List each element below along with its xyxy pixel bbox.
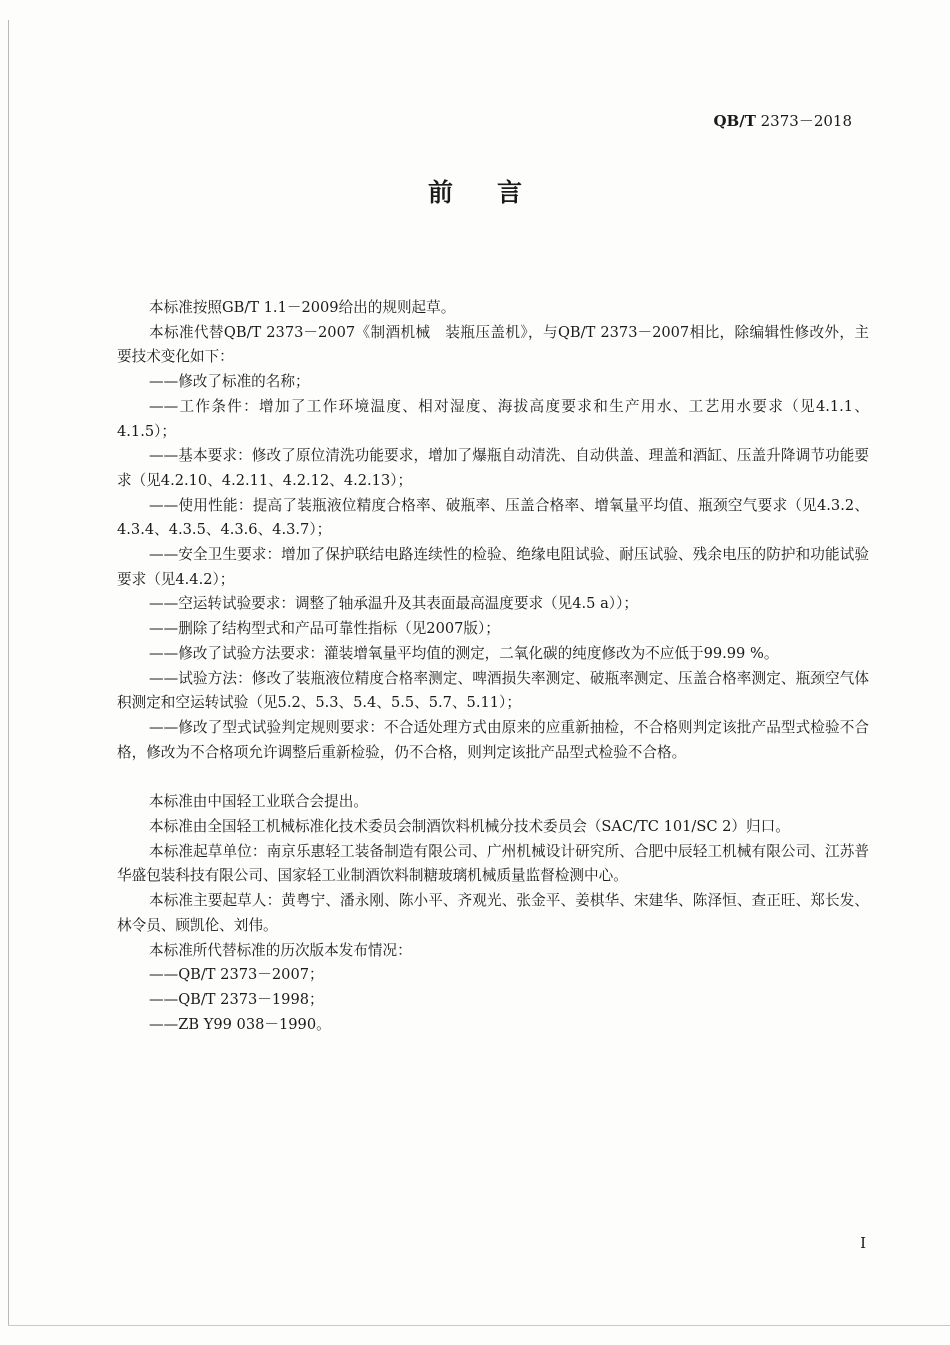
paragraph: 本标准由全国轻工机械标准化技术委员会制酒饮料机械分技术委员会（SAC/TC 101/SC 2）归口。: [149, 818, 790, 836]
foreword-body: [117, 296, 869, 1037]
standard-number: 2373－2018: [760, 112, 852, 130]
paragraph: ——试验方法：修改了装瓶液位精度合格率测定、啤酒损失率测定、破瓶率测定、压盖合格率测定、瓶颈空气体积测定和空运转试验（见5.2、5.3、5.4、5.5、5.7、5.11）；: [117, 669, 869, 712]
paragraph: ——安全卫生要求：增加了保护联结电路连续性的检验、绝缘电阻试验、耐压试验、残余电压的防护和功能试验要求（见4.4.2）；: [117, 546, 869, 588]
paragraph: 本标准按照GB/T 1.1－2009给出的规则起草。: [149, 299, 456, 316]
section-gap: [117, 765, 869, 790]
paragraph: ——删除了结构型式和产品可靠性指标（见2007版）；: [149, 620, 500, 638]
paragraph: 本标准代替QB/T 2373－2007《制酒机械 装瓶压盖机》，与QB/T 2373－2007相比，除编辑性修改外，主要技术变化如下：: [117, 323, 869, 366]
paragraph: ——空运转试验要求：调整了轴承温升及其表面最高温度要求（见4.5 a））；: [149, 595, 638, 613]
paragraph: ——修改了试验方法要求：灌装增氧量平均值的测定，二氧化碳的纯度修改为不应低于99.99 %。: [149, 644, 779, 662]
paragraph: 本标准主要起草人：黄粤宁、潘永刚、陈小平、齐观光、张金平、姜棋华、宋建华、陈泽恒、查正旺、郑长发、林令员、顾凯伦、刘伟。: [117, 892, 869, 934]
paragraph: 本标准由中国轻工业联合会提出。: [149, 793, 368, 811]
paragraph: ——修改了型式试验判定规则要求：不合适处理方式由原来的应重新抽检，不合格则判定该批产品型式检验不合格，修改为不合格项允许调整后重新检验，仍不合格，则判定该批产品型式检验不合格。: [117, 718, 869, 761]
paragraph: ——基本要求：修改了原位清洗功能要求，增加了爆瓶自动清洗、自动供盖、理盖和酒缸、压盖升降调节功能要求（见4.2.10、4.2.11、4.2.12、4.2.13）；: [117, 447, 869, 489]
paragraph: ——QB/T 2373－1998；: [149, 990, 324, 1008]
paragraph: 本标准起草单位：南京乐惠轻工装备制造有限公司、广州机械设计研究所、合肥中辰轻工机械有限公司、江苏普华盛包装科技有限公司、国家轻工业制酒饮料制糖玻璃机械质量监督检测中心。: [117, 842, 869, 885]
paragraph: ——QB/T 2373－2007；: [149, 966, 324, 984]
scan-edge-left: [8, 20, 9, 1325]
paragraph: ——ZB Y99 038－1990。: [149, 1015, 331, 1033]
page-title: 前言: [427, 178, 566, 207]
scan-edge-bottom: [8, 1325, 950, 1326]
paragraph: ——使用性能：提高了装瓶液位精度合格率、破瓶率、压盖合格率、增氧量平均值、瓶颈空气要求（见4.3.2、4.3.4、4.3.5、4.3.6、4.3.7）；: [117, 496, 869, 539]
standard-prefix: QB/T: [713, 112, 756, 130]
standard-code-header: [713, 110, 852, 131]
paragraph: ——修改了标准的名称；: [149, 373, 310, 391]
paragraph: ——工作条件：增加了工作环境温度、相对湿度、海拔高度要求和生产用水、工艺用水要求（见4.1.1、4.1.5）；: [117, 397, 869, 440]
paragraph: 本标准所代替标准的历次版本发布情况：: [149, 941, 412, 959]
page-number: I: [860, 1234, 866, 1252]
